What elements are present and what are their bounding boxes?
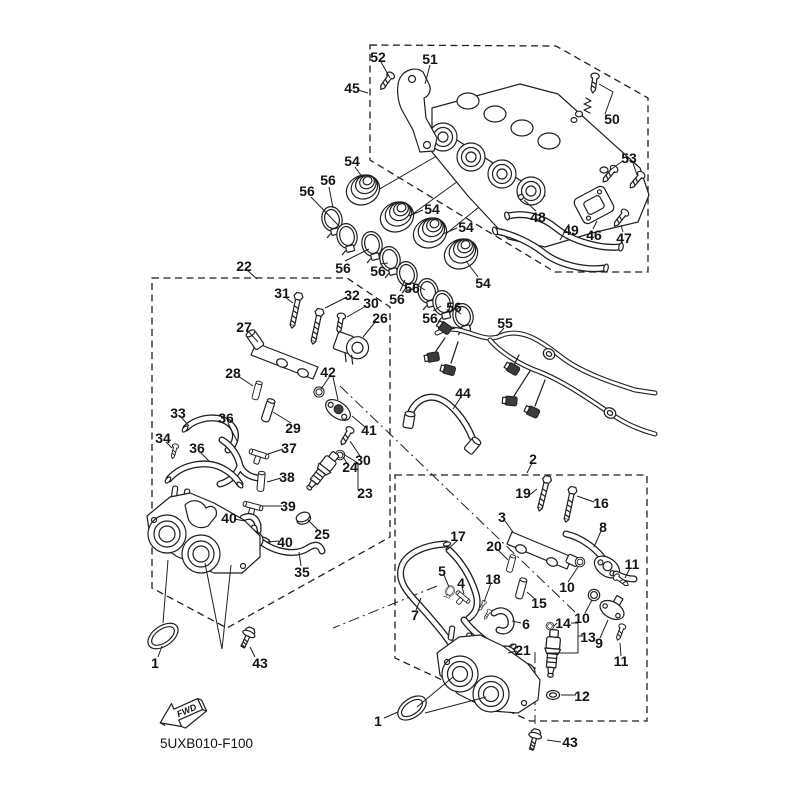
joint-9 <box>597 591 631 624</box>
part-label-5-57: 5 <box>438 563 446 579</box>
part-label-41-32: 41 <box>361 422 377 438</box>
bore-ring <box>182 535 220 573</box>
part-label-21-68: 21 <box>515 642 531 658</box>
part-label-56-20: 56 <box>422 310 438 326</box>
throttle-bore <box>488 160 516 188</box>
part-label-18-58: 18 <box>485 571 501 587</box>
part-label-20-55: 20 <box>486 538 502 554</box>
bore-ring <box>473 676 509 712</box>
oring-10 <box>575 557 585 567</box>
rail-spacer <box>506 554 516 573</box>
mount-bracket <box>398 69 437 152</box>
manifold-oring <box>143 618 182 654</box>
part-label-39-40: 39 <box>280 498 296 514</box>
part-label-16-51: 16 <box>593 495 609 511</box>
part-label-44-48: 44 <box>455 385 471 401</box>
oring-14 <box>546 622 554 630</box>
bracket-screw <box>377 71 395 92</box>
part-label-42-28: 42 <box>320 364 336 380</box>
injector-cushion-12 <box>547 691 560 700</box>
part-label-55-47: 55 <box>497 315 513 331</box>
part-label-48-5: 48 <box>530 209 546 225</box>
fwd-label: FWD <box>175 701 198 720</box>
joint-tube-38 <box>257 471 266 491</box>
part-label-17-54: 17 <box>450 528 466 544</box>
part-label-13-66: 13 <box>580 629 596 645</box>
part-label-1-71: 1 <box>374 713 382 729</box>
part-label-10-60: 10 <box>559 579 575 595</box>
part-label-25-42: 25 <box>314 526 330 542</box>
idle-adjuster <box>519 195 524 200</box>
part-label-56-16: 56 <box>370 263 386 279</box>
part-label-7-62: 7 <box>411 607 419 623</box>
part-label-33-29: 33 <box>170 405 186 421</box>
part-label-27-26: 27 <box>236 319 252 335</box>
rail-spacer <box>515 577 527 599</box>
delivery-pipe <box>245 328 318 379</box>
throttle-body-left <box>143 486 263 654</box>
screw-18 <box>483 609 493 621</box>
part-label-12-70: 12 <box>574 688 590 704</box>
part-label-35-44: 35 <box>294 564 310 580</box>
throttle-body-bank-assembly <box>371 69 649 272</box>
part-label-36-34: 36 <box>189 440 205 456</box>
part-label-30-36: 30 <box>355 452 371 468</box>
fwd-arrow <box>155 692 209 737</box>
part-label-56-15: 56 <box>335 260 351 276</box>
part-label-28-27: 28 <box>225 365 241 381</box>
rail-screw-long <box>561 486 577 523</box>
oring-42 <box>314 387 324 397</box>
part-label-19-50: 19 <box>515 485 531 501</box>
fuel-injector-23 <box>302 449 342 494</box>
part-label-43-72: 43 <box>562 734 578 750</box>
part-label-40-41: 40 <box>221 510 237 526</box>
pipe-screw-long <box>287 292 303 329</box>
part-label-23-39: 23 <box>357 485 373 501</box>
part-label-11-56: 11 <box>624 556 640 572</box>
joint-pipe-6 <box>494 611 511 631</box>
part-label-26-25: 26 <box>372 310 388 326</box>
part-label-45-2: 45 <box>344 80 360 96</box>
part-label-47-8: 47 <box>616 230 632 246</box>
part-label-56-14: 56 <box>299 183 315 199</box>
bore-ring <box>148 515 186 553</box>
joint-screw <box>338 425 355 447</box>
part-label-29-31: 29 <box>285 420 301 436</box>
part-label-56-18: 56 <box>389 291 405 307</box>
part-label-22-21: 22 <box>236 258 252 274</box>
intake-boot <box>375 197 418 238</box>
hose-clamp-5 <box>443 584 456 600</box>
part-label-36-30: 36 <box>218 410 234 426</box>
part-label-43-46: 43 <box>252 655 268 671</box>
harness-connector <box>523 404 540 418</box>
pipe-spacer <box>261 398 276 423</box>
bore-ring <box>442 656 478 692</box>
throttle-bore <box>457 143 485 171</box>
part-label-52-0: 52 <box>370 49 386 65</box>
part-label-38-38: 38 <box>279 469 295 485</box>
pipe-screw-short <box>334 312 346 333</box>
tee-fitting-37 <box>246 448 269 466</box>
part-label-9-67: 9 <box>595 635 603 651</box>
part-label-31-22: 31 <box>274 285 290 301</box>
intake-boot <box>341 170 384 211</box>
part-label-1-45: 1 <box>151 655 159 671</box>
harness-connector <box>502 396 517 406</box>
manifold-oring <box>393 691 430 725</box>
vacuum-hoses <box>164 418 260 489</box>
harness-connector <box>424 352 440 363</box>
part-label-11-69: 11 <box>613 653 629 669</box>
pressure-regulator <box>330 330 372 368</box>
rail-screw-long <box>535 475 552 512</box>
part-label-56-19: 56 <box>446 299 462 315</box>
part-label-54-9: 54 <box>344 153 360 169</box>
part-label-56-13: 56 <box>320 172 336 188</box>
part-label-46-7: 46 <box>586 227 602 243</box>
part-label-8-53: 8 <box>599 519 607 535</box>
part-label-53-4: 53 <box>621 150 637 166</box>
part-label-3-52: 3 <box>498 509 506 525</box>
part-label-6-65: 6 <box>522 616 530 632</box>
part-label-15-61: 15 <box>531 595 547 611</box>
part-label-51-1: 51 <box>422 51 438 67</box>
intake-boot <box>439 234 482 275</box>
injector-cushion <box>295 510 312 526</box>
pipe-screw-long <box>308 308 324 345</box>
part-label-4-59: 4 <box>457 575 465 591</box>
mount-bolt <box>237 625 258 650</box>
harness-connector <box>440 363 456 375</box>
part-label-14-64: 14 <box>555 615 571 631</box>
pipe-spacer <box>252 381 263 401</box>
part-label-10-63: 10 <box>574 610 590 626</box>
part-label-34-33: 34 <box>155 430 171 446</box>
part-label-40-43: 40 <box>277 534 293 550</box>
part-label-56-17: 56 <box>404 280 420 296</box>
mount-bolt <box>525 728 543 752</box>
part-label-2-49: 2 <box>529 451 537 467</box>
oring-10 <box>588 589 599 600</box>
part-label-54-10: 54 <box>424 201 440 217</box>
throttle-bore <box>517 177 545 205</box>
part-label-37-35: 37 <box>281 440 297 456</box>
part-label-50-3: 50 <box>604 111 620 127</box>
bolt-11 <box>614 623 627 641</box>
part-label-54-11: 54 <box>458 219 474 235</box>
fuel-hose-44 <box>403 397 482 455</box>
part-label-24-37: 24 <box>342 459 358 475</box>
part-label-54-12: 54 <box>475 275 491 291</box>
part-label-32-23: 32 <box>344 287 360 303</box>
part-label-49-6: 49 <box>563 222 579 238</box>
part-label-30-24: 30 <box>363 295 379 311</box>
diagram-code: 5UXB010-F100 <box>160 736 254 751</box>
